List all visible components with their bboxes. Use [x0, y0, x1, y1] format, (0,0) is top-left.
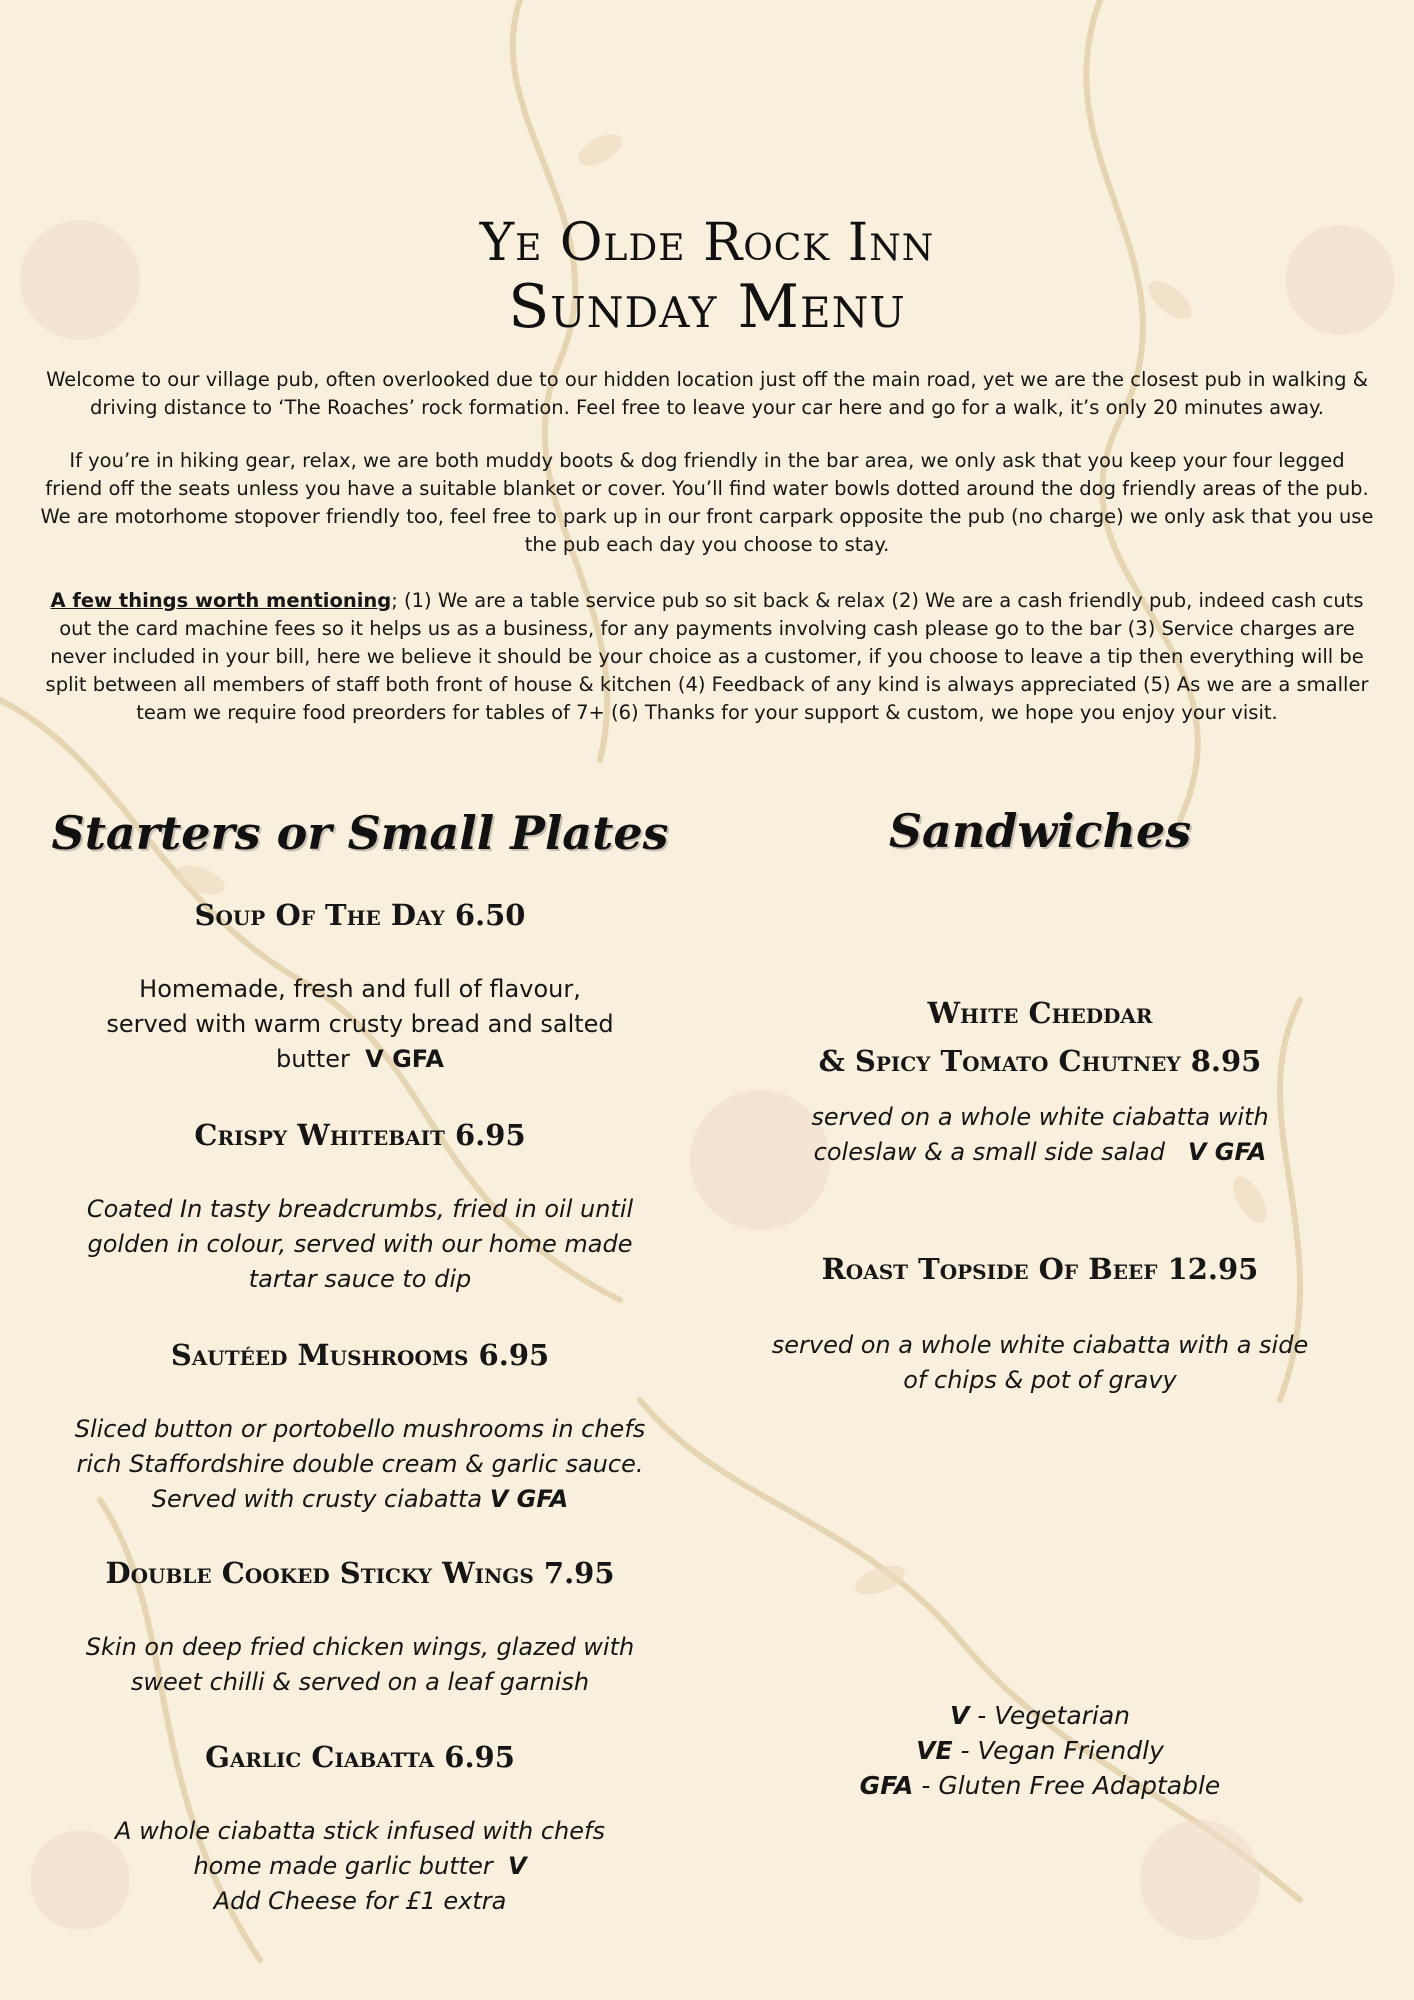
item-title-garlic-ciabatta: Garlic Ciabatta 6.95 [205, 1740, 515, 1774]
item-title-whitebait: Crispy Whitebait 6.95 [194, 1118, 526, 1152]
intro-paragraph-welcome: Welcome to our village pub, often overlooked due to our hidden location just off the main road, yet we are the closest pub in walking & driving distance to ‘The Roaches’ rock formation. Feel free to leave your car here and go for a walk, it’s only 20 minutes away. [46, 368, 1368, 419]
item-desc-wings: Skin on deep fried chicken wings, glazed with sweet chilli & served on a leaf garnish [85, 1633, 635, 1696]
item-title-cheddar-line1: White Cheddar [927, 996, 1153, 1030]
cheddar-diet-tags: V GFA [1187, 1138, 1267, 1166]
key-code-v: V [949, 1701, 970, 1730]
soup-diet-tags: V GFA [365, 1045, 444, 1073]
pub-name: Ye Olde Rock Inn [479, 213, 935, 273]
mushrooms-diet-tags: V GFA [489, 1485, 569, 1513]
item-desc-whitebait: Coated In tasty breadcrumbs, fried in oil until golden in colour, served with our home made tartar sauce to dip [86, 1195, 634, 1293]
notes-lead: A few things worth mentioning [50, 589, 392, 612]
ciabatta-diet-tags: V [507, 1852, 527, 1880]
intro-paragraph-notes [40, 587, 1374, 727]
item-title-roast-beef: Roast Topside Of Beef 12.95 [821, 1252, 1259, 1286]
key-vegetarian [745, 1698, 1335, 1733]
key-code-gfa: GFA [859, 1771, 914, 1800]
sandwiches-heading: Sandwiches [888, 804, 1192, 858]
key-vegan [745, 1733, 1335, 1768]
key-label-ve: - Vegan Friendly [952, 1736, 1164, 1765]
key-gluten-free [745, 1768, 1335, 1803]
key-label-v: - Vegetarian [969, 1701, 1131, 1730]
cheddar-desc-text: served on a whole white ciabatta with coleslaw & a small side salad [811, 1103, 1269, 1166]
menu-title: Sunday Menu [508, 272, 906, 342]
item-title-soup: Soup Of The Day 6.50 [194, 898, 526, 932]
item-title-cheddar-line2: & Spicy Tomato Chutney 8.95 [818, 1044, 1262, 1078]
ciabatta-extra: Add Cheese for £1 extra [213, 1887, 507, 1915]
intro-paragraph-dogs: If you’re in hiking gear, relax, we are both muddy boots & dog friendly in the bar area, we only ask that you keep your four legged friend off the seats unless you have a suitable blanket or cover. You’ll find water bowls dotted around the dog friendly areas of the pub. We are motorhome stopover friendly too, feel free to park up in our front carpark opposite the pub (no charge) we only ask that you use the pub each day you choose to stay. [40, 449, 1374, 556]
item-title-mushrooms: Sautéed Mushrooms 6.95 [170, 1338, 550, 1372]
key-code-ve: VE [916, 1736, 953, 1765]
mushrooms-desc-text: Sliced button or portobello mushrooms in chefs rich Staffordshire double cream & garlic sauce. Served with crusty ciabatta [74, 1415, 646, 1513]
ciabatta-desc-text: A whole ciabatta stick infused with chefs home made garlic butter [115, 1817, 605, 1880]
item-title-wings: Double Cooked Sticky Wings 7.95 [105, 1556, 615, 1590]
dietary-key [745, 1698, 1335, 1803]
item-desc-roast-beef: served on a whole white ciabatta with a side of chips & pot of gravy [771, 1331, 1309, 1394]
item-desc-cheddar [775, 1100, 1305, 1170]
item-desc-mushrooms [50, 1412, 670, 1517]
soup-desc-text: Homemade, fresh and full of flavour, served with warm crusty bread and salted butter [106, 975, 614, 1073]
key-label-gfa: - Gluten Free Adaptable [913, 1771, 1221, 1800]
item-desc-soup [100, 972, 620, 1077]
item-desc-garlic-ciabatta [110, 1814, 610, 1919]
starters-heading: Starters or Small Plates [51, 806, 669, 860]
notes-text: ; (1) We are a table service pub so sit back & relax (2) We are a cash friendly pub, indeed cash cuts out the card machine fees so it helps us as a business, for any payments involving cash please go to the bar (3) Service charges are never included in your bill, here we believe it should be your choice as a customer, if you choose to leave a tip then everything will be split between all members of staff both front of house & kitchen (4) Feedback of any kind is always appreciated (5) As we are a smaller team we require food preorders for tables of 7+ (6) Thanks for your support & custom, we hope you enjoy your visit. [45, 589, 1369, 724]
